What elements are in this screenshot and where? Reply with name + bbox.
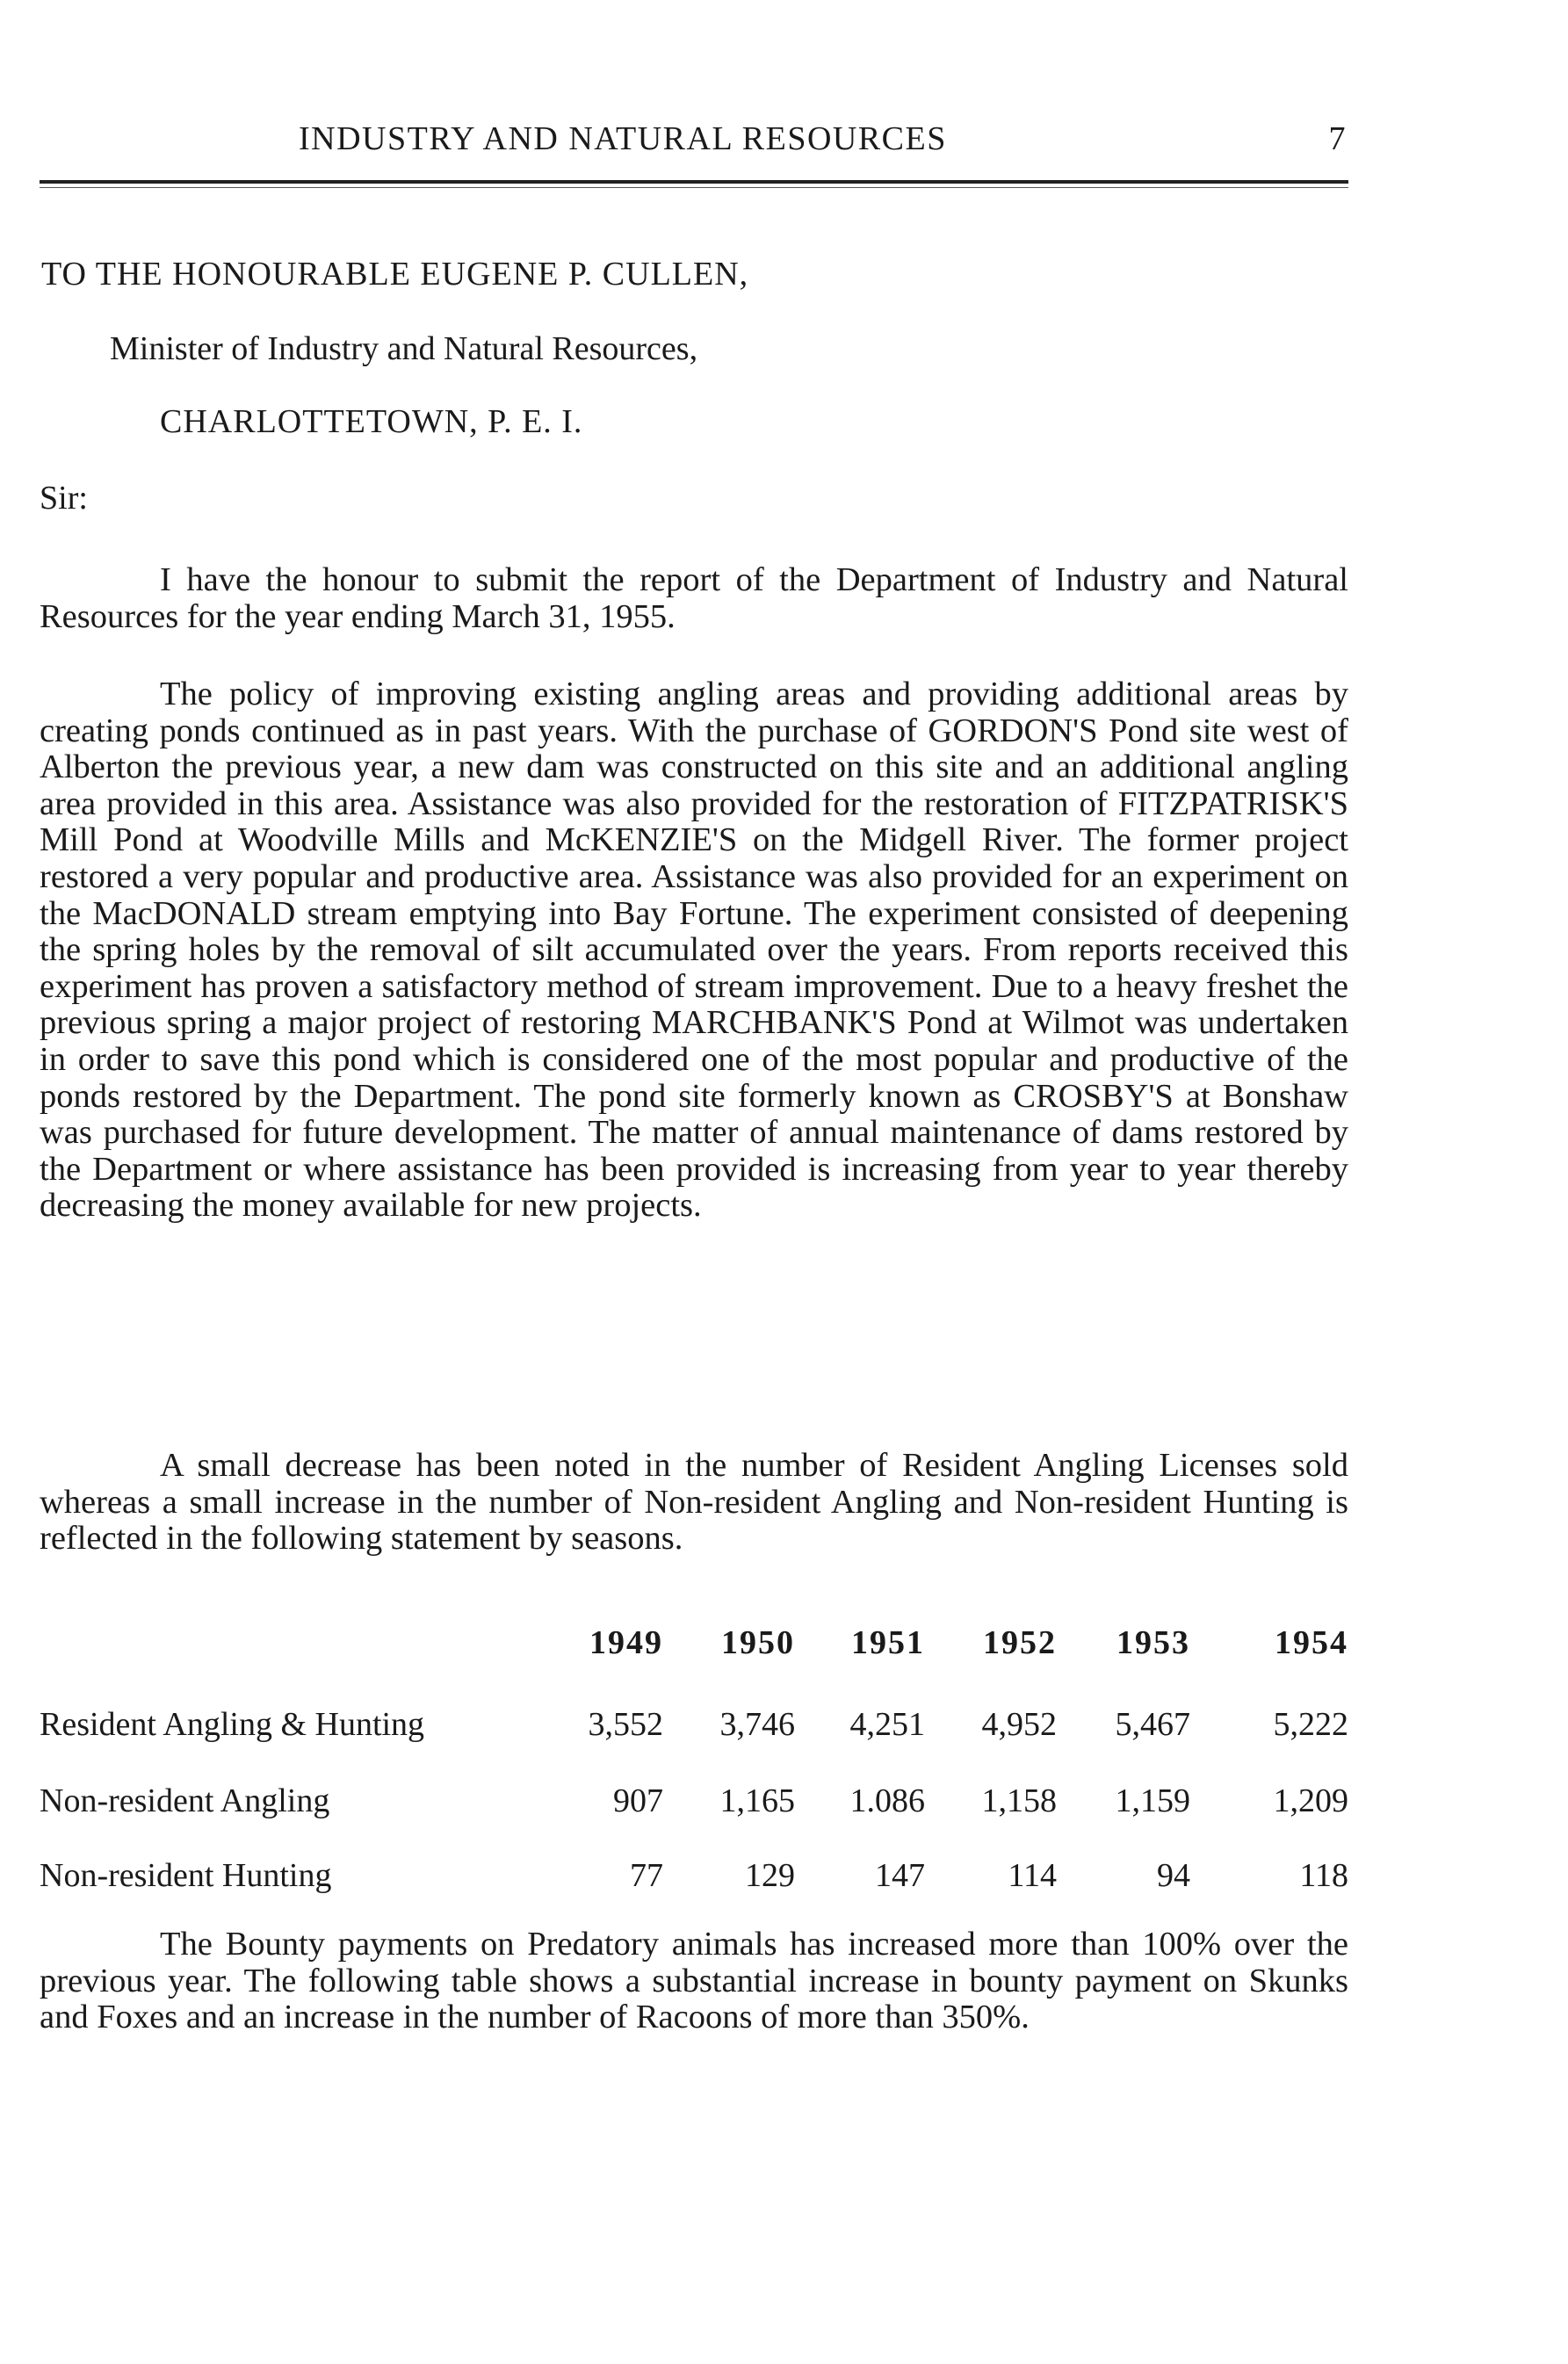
letter-position: Minister of Industry and Natural Resources,	[110, 330, 698, 367]
table-cell: 1,159	[1115, 1782, 1190, 1819]
table-cell: 129	[745, 1857, 795, 1894]
table-cell: 3,552	[588, 1706, 663, 1743]
table-cell: 907	[613, 1782, 663, 1819]
table-cell: 4,952	[981, 1706, 1057, 1743]
row-label: Non-resident Hunting	[40, 1857, 332, 1894]
table-cell: 114	[1008, 1857, 1057, 1894]
letter-city: CHARLOTTETOWN, P. E. I.	[160, 403, 583, 440]
letter-addressee: TO THE HONOURABLE EUGENE P. CULLEN,	[41, 256, 749, 293]
table-row	[40, 1705, 1348, 1746]
row-label: Resident Angling & Hunting	[40, 1706, 425, 1743]
header-title: INDUSTRY AND NATURAL RESOURCES	[299, 120, 947, 157]
table-cell: 118	[1299, 1857, 1348, 1894]
year-header: 1949	[589, 1624, 663, 1661]
page-number: 7	[1328, 120, 1347, 157]
paragraph-angling-areas: The policy of improving existing angling areas and providing additional areas by creating ponds continued as in past years. With the purchase of GORDON'S Pond site west of Alberton the previous year, a new dam was constructed on this site and an additional angling area provided in this area. Assistance was also provided for the restoration of FITZPATRISK'S Mill Pond at Woodville Mills and McKENZIE'S on the Midgell River. The former project restored a very popular and productive area. Assistance was also provided for an experiment on the MacDONALD stream emptying into Bay Fortune. The experiment consisted of deepening the spring holes by the removal of silt accumulated over the years. From reports received this experiment has proven a satisfactory method of stream improvement. Due to a heavy freshet the previous spring a major project of restoring MARCHBANK'S Pond at Wilmot was undertaken in order to save this pond which is considered one of the most popular and productive of the ponds restored by the Department. The pond site formerly known as CROSBY'S at Bonshaw was purchased for future development. The matter of annual maintenance of dams restored by the Department or where assistance has been provided is increasing from year to year thereby decreasing the money available for new projects.	[40, 676, 1348, 1225]
table-cell: 147	[875, 1857, 925, 1894]
header-rule-thin	[40, 187, 1348, 188]
running-header	[40, 119, 1347, 158]
year-header: 1951	[851, 1624, 925, 1661]
table-cell: 1,165	[719, 1782, 795, 1819]
letter-salutation: Sir:	[40, 480, 88, 517]
table-row	[40, 1782, 1348, 1822]
table-cell: 4,251	[849, 1706, 925, 1743]
table-cell: 77	[630, 1857, 663, 1894]
paragraph-intro: I have the honour to submit the report of the Department of Industry and Natural Resources for the year ending March 31, 1955.	[40, 561, 1348, 635]
table-cell: 1.086	[849, 1782, 925, 1819]
year-header: 1952	[983, 1624, 1057, 1661]
table-cell: 1,158	[981, 1782, 1057, 1819]
year-header: 1954	[1275, 1624, 1348, 1661]
table-cell: 3,746	[719, 1706, 795, 1743]
table-cell: 5,467	[1115, 1706, 1190, 1743]
row-label: Non-resident Angling	[40, 1782, 330, 1819]
paragraph-bounty: The Bounty payments on Predatory animals has increased more than 100% over the previous year. The following table shows a substantial increase in bounty payment on Skunks and Foxes and an increase in the number of Racoons of more than 350%.	[40, 1926, 1348, 2036]
table-cell: 1,209	[1273, 1782, 1348, 1819]
table-header-row	[40, 1623, 1348, 1664]
year-header: 1950	[721, 1624, 795, 1661]
year-header: 1953	[1116, 1624, 1190, 1661]
table-row	[40, 1856, 1348, 1897]
table-cell: 94	[1157, 1857, 1190, 1894]
paragraph-licenses: A small decrease has been noted in the number of Resident Angling Licenses sold whereas a small increase in the number of Non-resident Angling and Non-resident Hunting is reflected in the following statement by seasons.	[40, 1447, 1348, 1558]
table-cell: 5,222	[1273, 1706, 1348, 1743]
header-rule	[40, 180, 1348, 184]
